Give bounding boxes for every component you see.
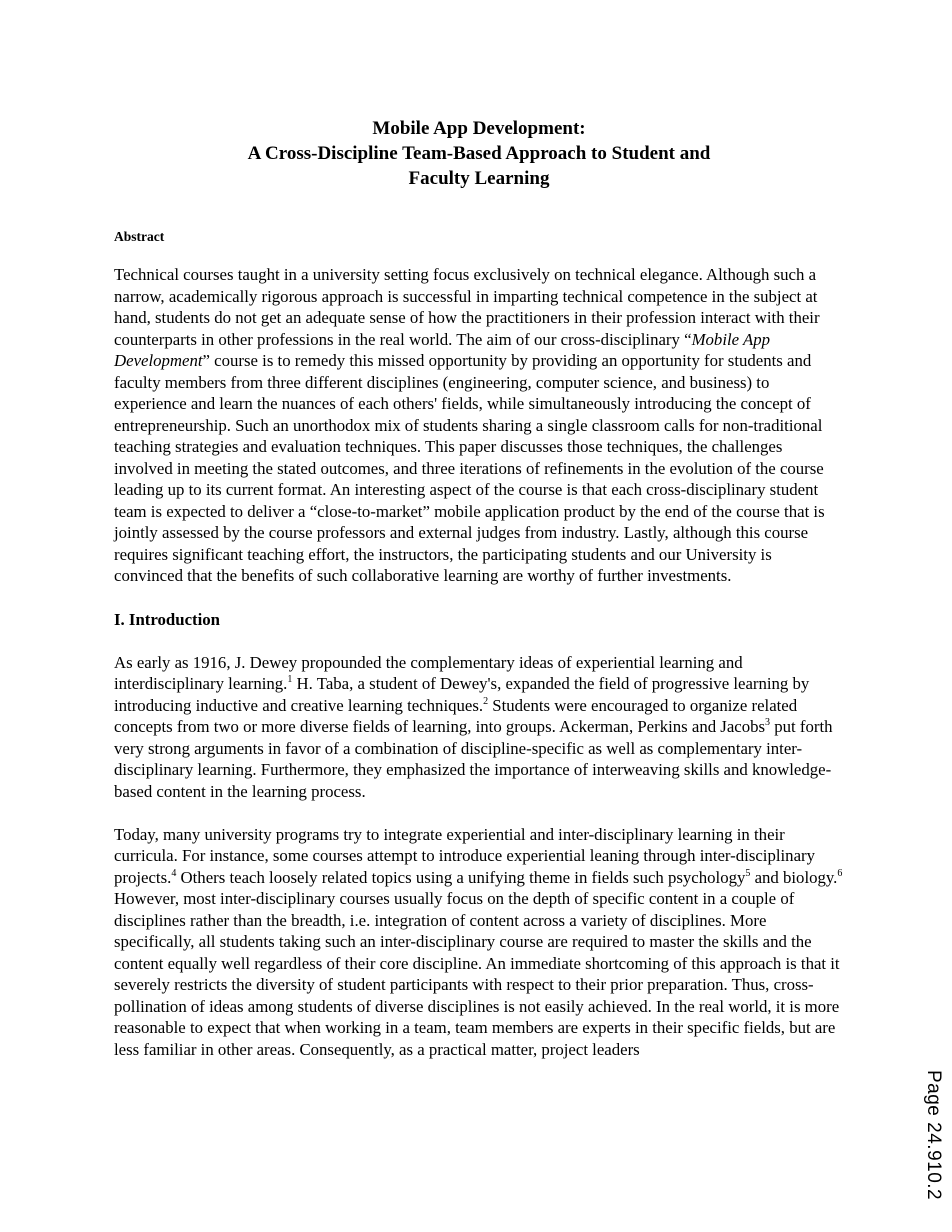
page-number: Page 24.910.2 xyxy=(923,1070,944,1201)
title-line-3: Faculty Learning xyxy=(408,168,550,189)
paper-title xyxy=(114,116,844,191)
footnote-ref-5: 5 xyxy=(745,867,751,879)
footnote-ref-1: 1 xyxy=(287,674,293,685)
intro-p1-text-b: H. Taba, a student of Dewey's, expanded the field of progressive learning by introducing inductive and creative learning techniques. xyxy=(114,674,810,715)
introduction-paragraph-2 xyxy=(114,824,844,1061)
intro-p1-text-a: As early as 1916, J. Dewey propounded the complementary ideas of experiential learning and interdisciplinary learning. xyxy=(114,652,743,693)
abstract-heading: Abstract xyxy=(114,229,165,244)
footnote-ref-3: 3 xyxy=(765,717,771,728)
footnote-ref-4: 4 xyxy=(171,867,177,879)
footnote-ref-2: 2 xyxy=(483,695,489,707)
abstract-paragraph xyxy=(114,264,844,587)
intro-p2-text-d: However, most inter-disciplinary courses usually focus on the depth of specific content in a couple of disciplines rather than the breadth, i.e. integration of content across a variety of disciplines. More specifically, all students taking such an inter-disciplinary course are required to master the skills and the content equally well regardless of their core discipline. An immediate shortcoming of this approach is that it severely restricts the diversity of student participants with respect to their prior preparation. Thus, cross-pollination of ideas among students of diverse disciplines is not easily achieved. In the real world, it is more reasonable to expect that when working in a team, team members are experts in their specific fields, but are less familiar in other areas. Consequently, as a practical matter, project leaders xyxy=(114,889,840,1059)
abstract-course-title: Mobile App Development xyxy=(114,329,771,370)
footnote-ref-6: 6 xyxy=(837,867,843,879)
abstract-text-part-2: ” course is to remedy this missed opportunity by providing an opportunity for students and faculty members from three different disciplines (engineering, computer science, and business) to experience and learn the nuances of each others' fields, while simultaneously introducing the concept of entrepreneurship. Such an unorthodox mix of students sharing a single classroom calls for non-traditional teaching strategies and evaluation techniques. This paper discusses those techniques, the challenges involved in meeting the stated outcomes, and three iterations of refinements in the evolution of the course leading up to its current format. An interesting aspect of the course is that each cross-disciplinary student team is expected to deliver a “close-to-market” mobile application product by the end of the course that is jointly assessed by the course professors and external judges from industry. Lastly, although this course requires significant teaching effort, the instructors, the participating students and our University is convinced that the benefits of such collaborative learning are worthy of further investments. xyxy=(114,351,825,585)
title-line-2: A Cross-Discipline Team-Based Approach to Student and xyxy=(247,143,711,164)
title-line-1: Mobile App Development: xyxy=(372,118,586,139)
section-heading-introduction: I. Introduction xyxy=(114,609,220,629)
paper-page xyxy=(114,116,844,1060)
intro-p2-text-a: Today, many university programs try to integrate experiential and inter-disciplinary learning in their curricula. For instance, some courses attempt to introduce experiential leaning through inter-disciplinary projects. xyxy=(114,824,815,887)
intro-p1-text-c: Students were encouraged to organize related concepts from two or more diverse fields of learning, into groups. Ackerman, Perkins and Jacobs xyxy=(114,695,798,736)
intro-p2-text-c: and biology. xyxy=(750,867,838,887)
abstract-text-part-1: Technical courses taught in a university setting focus exclusively on technical elegance. Although such a narrow, academically rigorous approach is successful in imparting technical competence in the subject at hand, students do not get an adequate sense of how the practitioners in their profession interact with their counterparts in other professions in the real world. The aim of our cross-disciplinary “ xyxy=(114,265,820,349)
introduction-paragraph-1 xyxy=(114,652,844,803)
intro-p1-text-d: put forth very strong arguments in favor of a combination of discipline-specific as well as complementary inter-disciplinary learning. Furthermore, they emphasized the importance of interweaving skills and knowledge-based content in the learning process. xyxy=(114,717,833,801)
intro-p2-text-b: Others teach loosely related topics using a unifying theme in fields such psychology xyxy=(176,867,746,887)
